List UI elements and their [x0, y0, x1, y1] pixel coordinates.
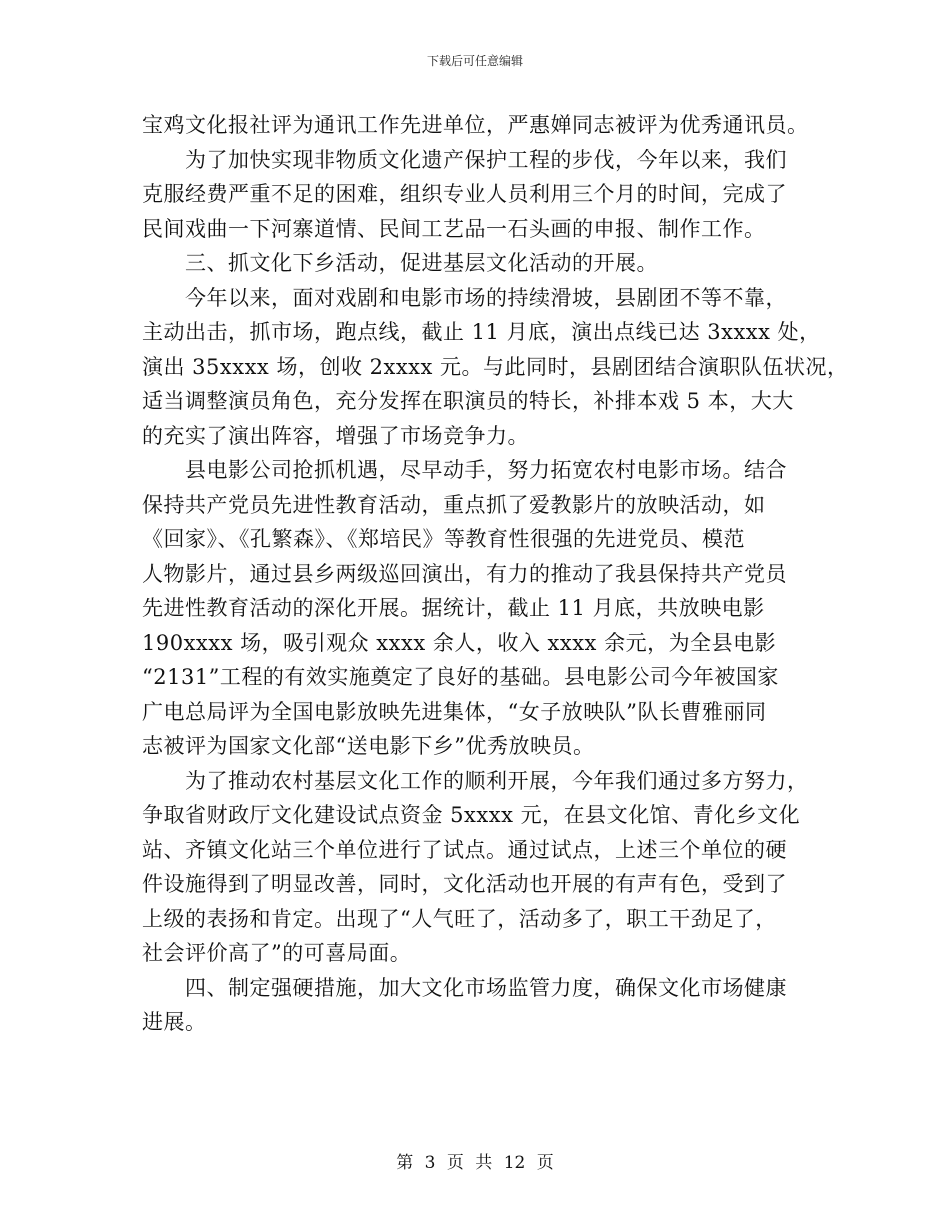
paragraph-start-line: 为了加快实现非物质文化遗产保护工程的步伐，今年以来，我们	[185, 147, 787, 172]
text-line: 克服经费严重不足的困难，组织专业人员利用三个月的时间，完成了	[142, 182, 787, 206]
paragraph-start-line: 为了推动农村基层文化工作的顺利开展，今年我们通过多方努力，	[185, 768, 809, 793]
text-line: 上级的表扬和肯定。出现了“人气旺了，活动多了，职工干劲足了，	[142, 906, 777, 931]
text-line: “2131”工程的有效实施奠定了良好的基础。县电影公司今年被国家	[142, 665, 779, 689]
text-line: 进展。	[142, 1010, 207, 1034]
text-line: 演出 35xxxx 场，创收 2xxxx 元。与此同时，县剧团结合演职队伍状况，	[142, 354, 849, 379]
text-line: 争取省财政厅文化建设试点资金 5xxxx 元，在县文化馆、青化乡文化	[142, 803, 801, 827]
text-line: 主动出击，抓市场，跑点线，截止 11 月底，演出点线已达 3xxxx 处，	[142, 320, 821, 344]
section-heading: 四、制定强硬措施，加大文化市场监管力度，确保文化市场健康	[185, 975, 787, 1000]
paragraph-start-line: 今年以来，面对戏剧和电影市场的持续滑坡，县剧团不等不靠，	[185, 285, 787, 310]
text-line: 的充实了演出阵容，增强了市场竞争力。	[142, 423, 529, 448]
text-line: 适当调整演员角色，充分发挥在职演员的特长，补排本戏 5 本，大大	[142, 389, 794, 413]
document-body	[142, 108, 849, 1040]
text-line: 《回家》、《孔繁森》、《郑培民》等教育性很强的先进党员、模范	[142, 527, 745, 551]
text-line: 190xxxx 场，吸引观众 xxxx 余人，收入 xxxx 余元，为全县电影	[142, 630, 777, 655]
text-line: 志被评为国家文化部“送电影下乡”优秀放映员。	[142, 734, 595, 758]
text-line: 先进性教育活动的深化开展。据统计，截止 11 月底，共放映电影	[142, 596, 765, 620]
page-header: 下载后可任意编辑	[426, 54, 523, 68]
text-line: 宝鸡文化报社评为通讯工作先进单位，严惠婵同志被评为优秀通讯员。	[142, 113, 809, 137]
text-line: 站、齐镇文化站三个单位进行了试点。通过试点，上述三个单位的硬	[142, 837, 787, 862]
text-line: 人物影片，通过县乡两级巡回演出，有力的推动了我县保持共产党员	[142, 561, 787, 586]
text-line: 民间戏曲一下河寨道情、民间工艺品一石头画的申报、制作工作。	[142, 216, 766, 241]
section-heading: 三、抓文化下乡活动，促进基层文化活动的开展。	[185, 251, 658, 275]
page-number: 第 3 页 共 12 页	[396, 1153, 554, 1173]
text-line: 社会评价高了”的可喜局面。	[142, 941, 412, 965]
text-line: 广电总局评为全国电影放映先进集体，“女子放映队”队长曹雅丽同	[142, 699, 767, 724]
text-line: 保持共产党员先进性教育活动，重点抓了爱教影片的放映活动，如	[142, 492, 766, 517]
text-line: 件设施得到了明显改善，同时，文化活动也开展的有声有色，受到了	[142, 872, 787, 896]
paragraph-start-line: 县电影公司抢抓机遇，尽早动手，努力拓宽农村电影市场。结合	[185, 458, 787, 482]
